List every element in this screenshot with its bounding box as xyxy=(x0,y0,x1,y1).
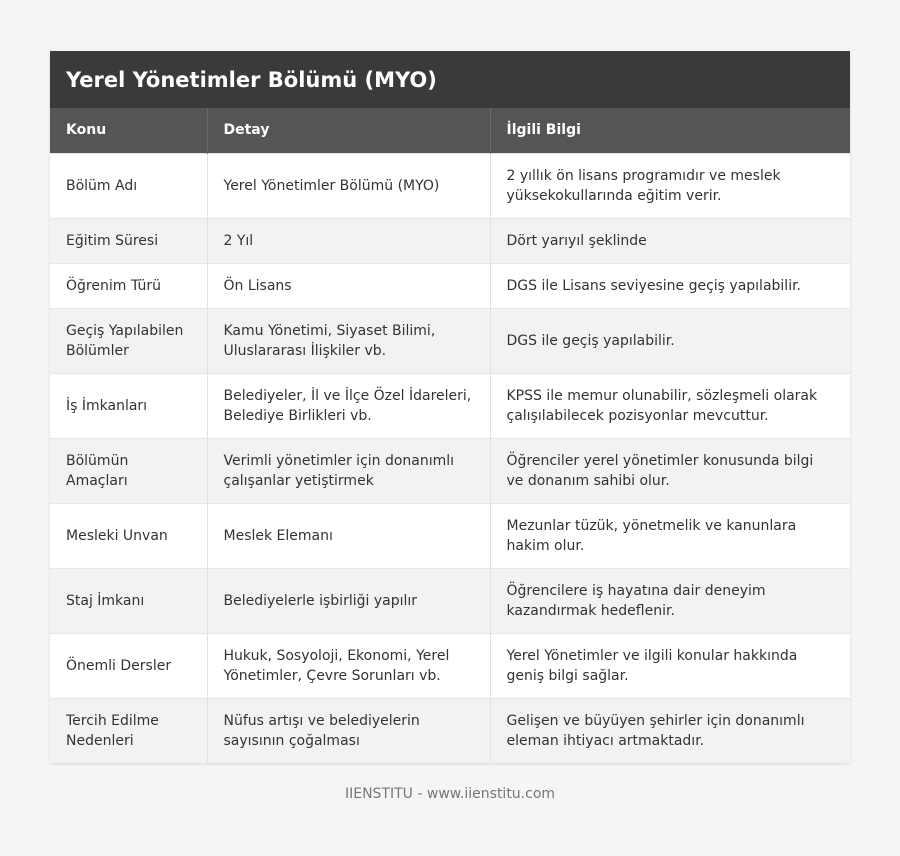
table-row xyxy=(50,373,850,438)
table-row xyxy=(50,218,850,263)
table-row xyxy=(50,633,850,698)
cell-detay: Kamu Yönetimi, Siyaset Bilimi, Uluslararası İlişkiler vb. xyxy=(207,308,490,373)
cell-bilgi: DGS ile geçiş yapılabilir. xyxy=(490,308,850,373)
cell-bilgi: Yerel Yönetimler ve ilgili konular hakkında geniş bilgi sağlar. xyxy=(490,633,850,698)
column-header-konu: Konu xyxy=(50,108,207,153)
cell-detay: 2 Yıl xyxy=(207,218,490,263)
cell-detay: Verimli yönetimler için donanımlı çalışanlar yetiştirmek xyxy=(207,438,490,503)
header-row xyxy=(50,108,850,153)
cell-detay: Nüfus artışı ve belediyelerin sayısının çoğalması xyxy=(207,698,490,763)
cell-detay: Hukuk, Sosyoloji, Ekonomi, Yerel Yönetimler, Çevre Sorunları vb. xyxy=(207,633,490,698)
cell-bilgi: Öğrencilere iş hayatına dair deneyim kazandırmak hedeflenir. xyxy=(490,568,850,633)
table-row xyxy=(50,698,850,763)
cell-bilgi: Mezunlar tüzük, yönetmelik ve kanunlara hakim olur. xyxy=(490,503,850,568)
cell-konu: Öğrenim Türü xyxy=(50,263,207,308)
cell-detay: Belediyelerle işbirliği yapılır xyxy=(207,568,490,633)
cell-detay: Yerel Yönetimler Bölümü (MYO) xyxy=(207,153,490,218)
column-header-ilgili-bilgi: İlgili Bilgi xyxy=(490,108,850,153)
cell-konu: Staj İmkanı xyxy=(50,568,207,633)
footer-credit: IIENSTITU - www.iienstitu.com xyxy=(344,786,556,802)
info-table-card xyxy=(50,51,850,763)
cell-konu: Eğitim Süresi xyxy=(50,218,207,263)
table-row xyxy=(50,308,850,373)
cell-konu: Tercih Edilme Nedenleri xyxy=(50,698,207,763)
cell-konu: Önemli Dersler xyxy=(50,633,207,698)
table-row xyxy=(50,503,850,568)
cell-konu: Bölümün Amaçları xyxy=(50,438,207,503)
cell-detay: Ön Lisans xyxy=(207,263,490,308)
info-table xyxy=(50,108,850,763)
cell-konu: Mesleki Unvan xyxy=(50,503,207,568)
cell-bilgi: KPSS ile memur olunabilir, sözleşmeli olarak çalışılabilecek pozisyonlar mevcuttur. xyxy=(490,373,850,438)
table-row xyxy=(50,568,850,633)
table-row xyxy=(50,153,850,218)
cell-detay: Meslek Elemanı xyxy=(207,503,490,568)
cell-bilgi: Öğrenciler yerel yönetimler konusunda bilgi ve donanım sahibi olur. xyxy=(490,438,850,503)
cell-bilgi: Gelişen ve büyüyen şehirler için donanımlı eleman ihtiyacı artmaktadır. xyxy=(490,698,850,763)
table-row xyxy=(50,263,850,308)
cell-konu: Geçiş Yapılabilen Bölümler xyxy=(50,308,207,373)
column-header-detay: Detay xyxy=(207,108,490,153)
cell-bilgi: 2 yıllık ön lisans programıdır ve meslek yüksekokullarında eğitim verir. xyxy=(490,153,850,218)
cell-konu: Bölüm Adı xyxy=(50,153,207,218)
cell-bilgi: Dört yarıyıl şeklinde xyxy=(490,218,850,263)
cell-detay: Belediyeler, İl ve İlçe Özel İdareleri, Belediye Birlikleri vb. xyxy=(207,373,490,438)
cell-konu: İş İmkanları xyxy=(50,373,207,438)
cell-bilgi: DGS ile Lisans seviyesine geçiş yapılabilir. xyxy=(490,263,850,308)
table-title: Yerel Yönetimler Bölümü (MYO) xyxy=(50,51,850,108)
table-row xyxy=(50,438,850,503)
